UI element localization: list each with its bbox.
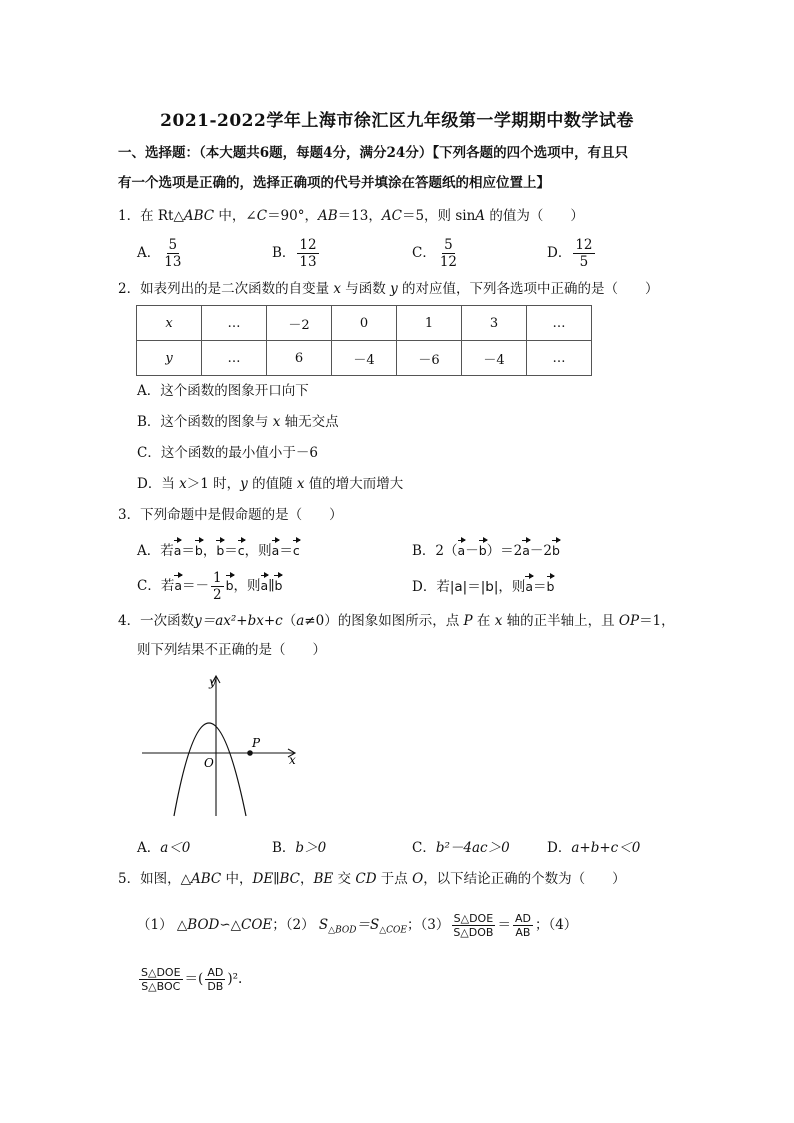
question-1-stem: 1．在 Rt△ABC 中，∠C＝90°，AB＝13，AC＝5，则 sinA 的值为（ ） (118, 208, 584, 224)
table-cell: 0 (332, 306, 397, 341)
table-cell: x (137, 306, 202, 341)
table-cell: 3 (462, 306, 527, 341)
table-row (137, 341, 592, 376)
table-cell: 1 (397, 306, 462, 341)
point-p-label: P (252, 736, 261, 750)
table-cell: －6 (397, 341, 462, 376)
q1-option-a[interactable]: A． $\frac{5}{13}$ (137, 237, 182, 270)
table-cell: －2 (267, 306, 332, 341)
origin-label: O (204, 756, 214, 770)
q3-option-a[interactable]: A．若a＝b，b＝c，则a＝c (137, 537, 300, 561)
table-cell: －4 (462, 341, 527, 376)
section-line-2: 有一个选项是正确的，选择正确项的代号并填涂在答题纸的相应位置上】 (118, 175, 550, 191)
question-4-stem: 4．一次函数y＝ax²+bx+c（a≠0）的图象如图所示，点 P 在 x 轴的正半轴上，且 OP＝1， (118, 613, 675, 629)
q1-option-c[interactable]: C． $\frac{5}{12}$ (412, 237, 458, 270)
table-cell: … (527, 306, 592, 341)
q4-option-b[interactable]: B．b＞0 (272, 840, 327, 856)
q3-option-c[interactable]: C．若a＝－ $\frac{1}{2}$ b，则a∥b (137, 570, 283, 603)
question-3-stem: 3．下列命题中是假命题的是（ ） (118, 507, 343, 523)
q5-conclusion-4: $\frac{\text{S△DOE}}{\text{S△BOC}}$ ＝( $\frac{AD}{DB}$ )². (141, 966, 243, 993)
table-cell: … (527, 341, 592, 376)
q4-option-c[interactable]: C．b²－4ac＞0 (412, 840, 510, 856)
question-4-stem-line-2: 则下列结果不正确的是（ ） (137, 642, 326, 658)
q5-conclusions: （1） △BOD∽△COE；（2） $S_{\triangle BOD}=S_{\triangle COE}$；（3） $\frac{\text{S△DOE}}{\text{S△DOB}}$ ＝ $\frac{AD}{AB}$ ；（4） (137, 912, 578, 939)
table-cell: y (137, 341, 202, 376)
x-axis-label: x (289, 753, 296, 767)
q2-option-d[interactable]: D．当 x＞1 时，y 的值随 x 值的增大而增大 (137, 476, 404, 492)
section-heading (118, 138, 678, 198)
q4-option-a[interactable]: A．a＜0 (137, 840, 191, 856)
table-row (137, 306, 592, 341)
table-cell: … (202, 306, 267, 341)
table-cell: … (202, 341, 267, 376)
section-line-1: 一、选择题：（本大题共6题，每题4分，满分24分）【下列各题的四个选项中，有且只 (118, 145, 629, 161)
table-cell: －4 (332, 341, 397, 376)
question-5-stem: 5．如图，△ABC 中，DE∥BC，BE 交 CD 于点 O，以下结论正确的个数为（ ） (118, 871, 626, 887)
q3-option-b[interactable]: B．2（a－b）＝2a－2b (412, 537, 560, 561)
table-cell: 6 (267, 341, 332, 376)
q2-option-c[interactable]: C．这个函数的最小值小于－6 (137, 445, 318, 461)
q4-option-d[interactable]: D．a+b+c＜0 (547, 840, 641, 856)
q3-option-d[interactable]: D．若|a|＝|b|，则a＝b (412, 573, 554, 597)
q2-option-a[interactable]: A．这个函数的图象开口向下 (137, 383, 309, 399)
value-table (136, 305, 592, 376)
q2-option-b[interactable]: B．这个函数的图象与 x 轴无交点 (137, 414, 339, 430)
point-p (247, 750, 253, 756)
question-2-stem: 2．如表列出的是二次函数的自变量 x 与函数 y 的对应值，下列各选项中正确的是（ ） (118, 281, 659, 297)
q1-option-b[interactable]: B． $\frac{12}{13}$ (272, 237, 317, 270)
page-title: 2021-2022学年上海市徐汇区九年级第一学期期中数学试卷 (160, 111, 634, 131)
y-axis-label: y (209, 675, 216, 689)
q1-option-d[interactable]: D． $\frac{12}{5}$ (547, 237, 593, 270)
parabola-graph (134, 670, 304, 822)
